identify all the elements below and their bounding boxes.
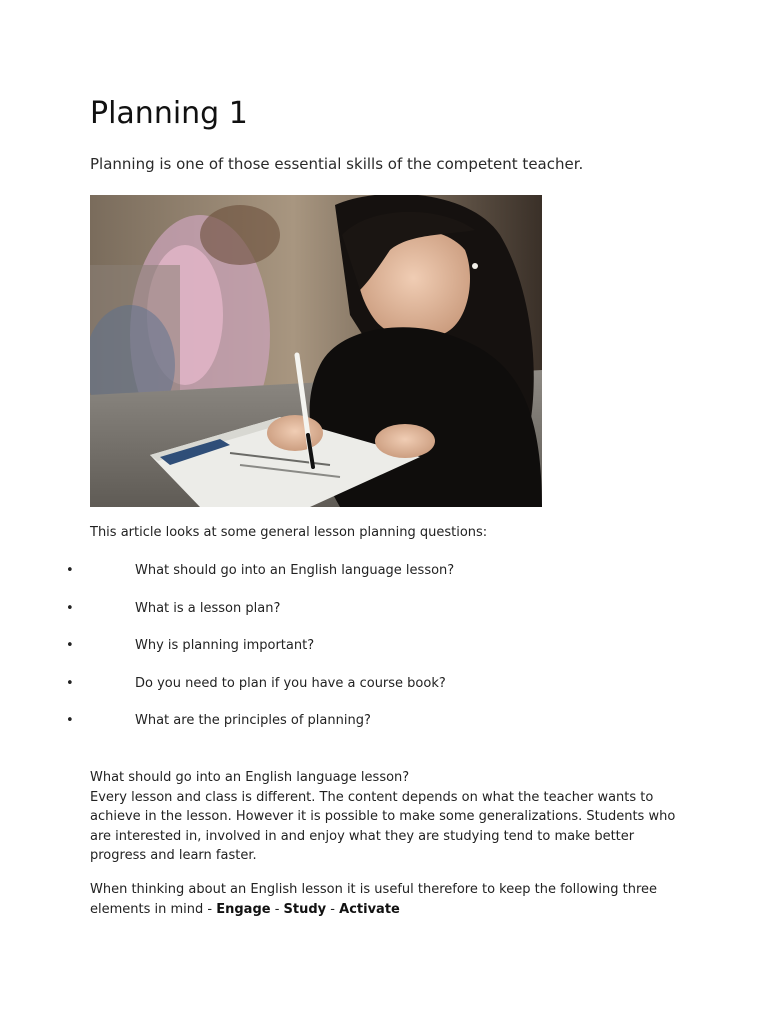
intro-paragraph: Planning is one of those essential skills of the competent teacher.: [90, 155, 584, 173]
bullet-icon: •: [66, 638, 74, 653]
question-text: Do you need to plan if you have a course book?: [135, 675, 446, 691]
question-text: Why is planning important?: [135, 638, 315, 653]
list-item: [0, 711, 768, 749]
section-heading: What should go into an English language lesson?: [90, 770, 410, 785]
bullet-icon: •: [66, 713, 74, 728]
closing-text: When thinking about an English lesson it is useful therefore to keep the following three elements in mind: [90, 882, 658, 917]
element-activate: Activate: [339, 902, 400, 917]
question-list: [0, 561, 768, 749]
lesson-content-section: [90, 768, 680, 866]
bullet-icon: •: [66, 600, 74, 616]
list-item: [0, 561, 768, 599]
element-engage: Engage: [216, 902, 271, 917]
page-title: Planning 1: [90, 96, 248, 131]
question-text: What should go into an English language lesson?: [135, 563, 455, 578]
bullet-icon: •: [66, 563, 74, 578]
question-text: What is a lesson plan?: [135, 600, 281, 616]
element-study: Study: [283, 902, 327, 917]
list-item: [0, 674, 768, 712]
closing-paragraph: [90, 880, 690, 920]
separator: -: [326, 902, 340, 917]
section-body: Every lesson and class is different. The content depends on what the teacher wants to achieve in the lesson. However it is possible to make some generalizations. Students who are interested in, involved in and enjoy what they are studying tend to make better progress and learn faster.: [90, 789, 676, 863]
teacher-writing-photo: [90, 195, 542, 507]
list-item: [0, 636, 768, 674]
separator: -: [203, 902, 217, 917]
list-item: [0, 599, 768, 637]
separator: -: [270, 902, 284, 917]
lead-paragraph: This article looks at some general lesson planning questions:: [90, 525, 488, 540]
question-text: What are the principles of planning?: [135, 713, 371, 728]
bullet-icon: •: [66, 675, 74, 691]
